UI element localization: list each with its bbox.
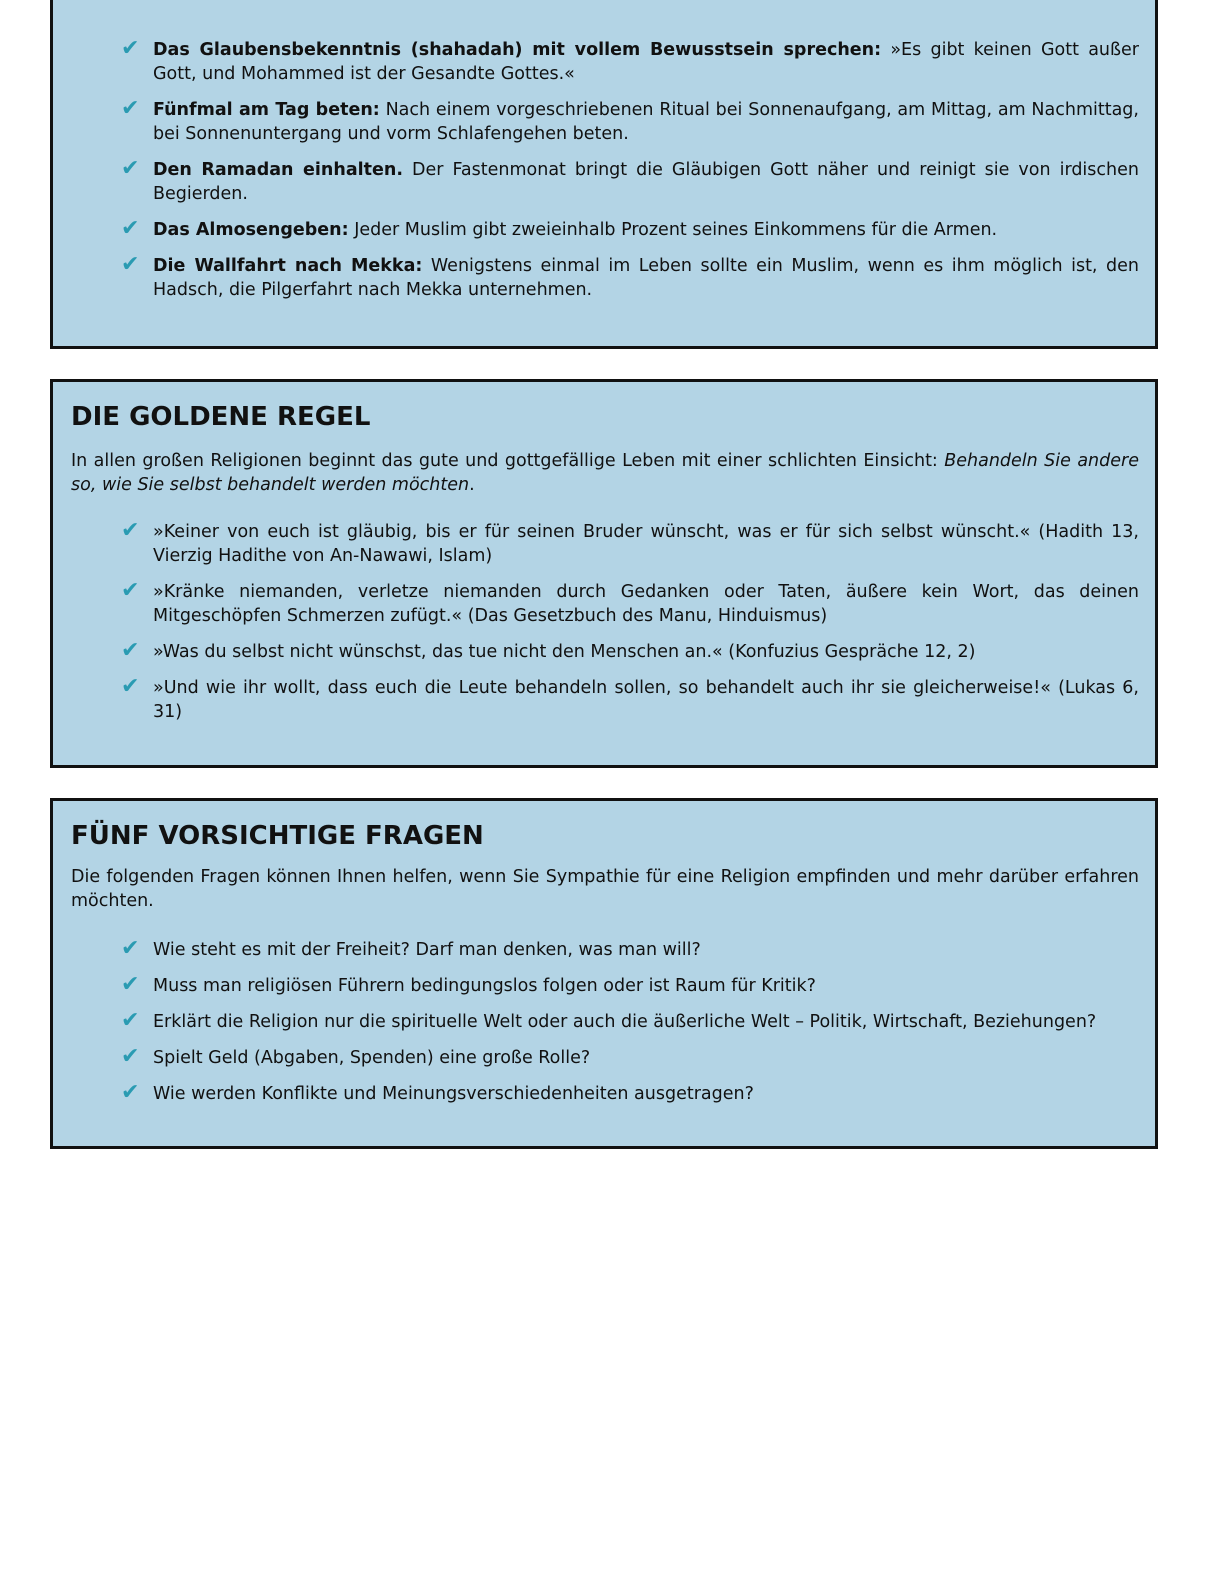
checkmark-icon: ✔	[121, 36, 140, 61]
item-text: Muss man religiösen Führern bedingungslos folgen oder ist Raum für Kritik?	[153, 976, 816, 996]
section-title: DIE GOLDENE REGEL	[71, 402, 371, 432]
item-lead: Die Wallfahrt nach Mekka:	[153, 256, 423, 276]
list-item	[53, 98, 1139, 146]
pillars-list	[53, 38, 1139, 314]
checkmark-icon: ✔	[121, 638, 140, 663]
item-text: »Kränke niemanden, verletze niemanden durch Gedanken oder Taten, äußere kein Wort, das deinen Mitgeschöpfen Schmerzen zufügt.« (Das Gesetzbuch des Manu, Hinduismus)	[153, 582, 1139, 626]
intro-text: In allen großen Religionen beginnt das gute und gottgefällige Leben mit einer schlichten Einsicht:	[71, 451, 945, 471]
item-text: Wie werden Konflikte und Meinungsverschiedenheiten ausgetragen?	[153, 1084, 754, 1104]
item-text: Jeder Muslim gibt zweieinhalb Prozent seines Einkommens für die Armen.	[348, 220, 998, 240]
checkmark-icon: ✔	[121, 518, 140, 543]
checkmark-icon: ✔	[121, 1008, 140, 1033]
checkmark-icon: ✔	[121, 96, 140, 121]
checkmark-icon: ✔	[121, 1080, 140, 1105]
checkmark-icon: ✔	[121, 252, 140, 277]
golden-rule-list	[53, 520, 1139, 736]
checkmark-icon: ✔	[121, 1044, 140, 1069]
list-item	[53, 1082, 1139, 1106]
item-text: Wie steht es mit der Freiheit? Darf man denken, was man will?	[153, 940, 701, 960]
item-text: Der Fastenmonat bringt die Gläubigen Gott näher und reinigt sie von irdischen Begierden.	[153, 160, 1139, 204]
intro-end: .	[469, 475, 475, 495]
list-item	[53, 254, 1139, 302]
checkmark-icon: ✔	[121, 156, 140, 181]
checkmark-icon: ✔	[121, 936, 140, 961]
list-item	[53, 218, 1139, 242]
list-item	[53, 520, 1139, 568]
item-text: »Es gibt keinen Gott außer Gott, und Mohammed ist der Gesandte Gottes.«	[153, 40, 1140, 84]
item-lead: Fünfmal am Tag beten:	[153, 100, 380, 120]
list-item	[53, 974, 1139, 998]
item-lead: Den Ramadan einhalten.	[153, 160, 403, 180]
list-item	[53, 938, 1139, 962]
checkmark-icon: ✔	[121, 674, 140, 699]
questions-list	[53, 938, 1139, 1118]
list-item	[53, 676, 1139, 724]
golden-rule-box	[50, 379, 1158, 768]
item-text: Spielt Geld (Abgaben, Spenden) eine große Rolle?	[153, 1048, 591, 1068]
item-text: »Und wie ihr wollt, dass euch die Leute behandeln sollen, so behandelt auch ihr sie gleicherweise!« (Lukas 6, 31)	[153, 678, 1139, 722]
list-item	[53, 158, 1139, 206]
intro-emphasis: Behandeln Sie andere so, wie Sie selbst behandelt werden möchten	[71, 451, 1139, 495]
item-text: Erklärt die Religion nur die spirituelle Welt oder auch die äußerliche Welt – Politik, Wirtschaft, Beziehungen?	[153, 1012, 1097, 1032]
five-questions-box	[50, 798, 1158, 1149]
list-item	[53, 1010, 1139, 1034]
list-item	[53, 640, 1139, 664]
list-item	[53, 1046, 1139, 1070]
item-text: »Was du selbst nicht wünschst, das tue nicht den Menschen an.« (Konfuzius Gespräche 12, 2)	[153, 642, 976, 662]
item-lead: Das Glaubensbekenntnis (shahadah) mit vollem Bewusstsein sprechen:	[153, 40, 882, 60]
item-text: Wenigstens einmal im Leben sollte ein Muslim, wenn es ihm möglich ist, den Hadsch, die Pilgerfahrt nach Mekka unternehmen.	[153, 256, 1139, 300]
item-text: Nach einem vorgeschriebenen Ritual bei Sonnenaufgang, am Mittag, am Nachmittag, bei Sonnenuntergang und vorm Schlafengehen beten.	[153, 100, 1139, 144]
item-text: »Keiner von euch ist gläubig, bis er für seinen Bruder wünscht, was er für sich selbst wünscht.« (Hadith 13, Vierzig Hadithe von An-Nawawi, Islam)	[153, 522, 1139, 566]
list-item	[53, 580, 1139, 628]
section-title: FÜNF VORSICHTIGE FRAGEN	[71, 821, 484, 851]
checkmark-icon: ✔	[121, 216, 140, 241]
list-item	[53, 38, 1139, 86]
checkmark-icon: ✔	[121, 972, 140, 997]
section-intro	[71, 449, 1139, 497]
item-lead: Das Almosengeben:	[153, 220, 349, 240]
section-intro: Die folgenden Fragen können Ihnen helfen, wenn Sie Sympathie für eine Religion empfinden und mehr darüber erfahren möchten.	[71, 867, 1139, 911]
checkmark-icon: ✔	[121, 578, 140, 603]
pillars-box	[50, 0, 1158, 349]
